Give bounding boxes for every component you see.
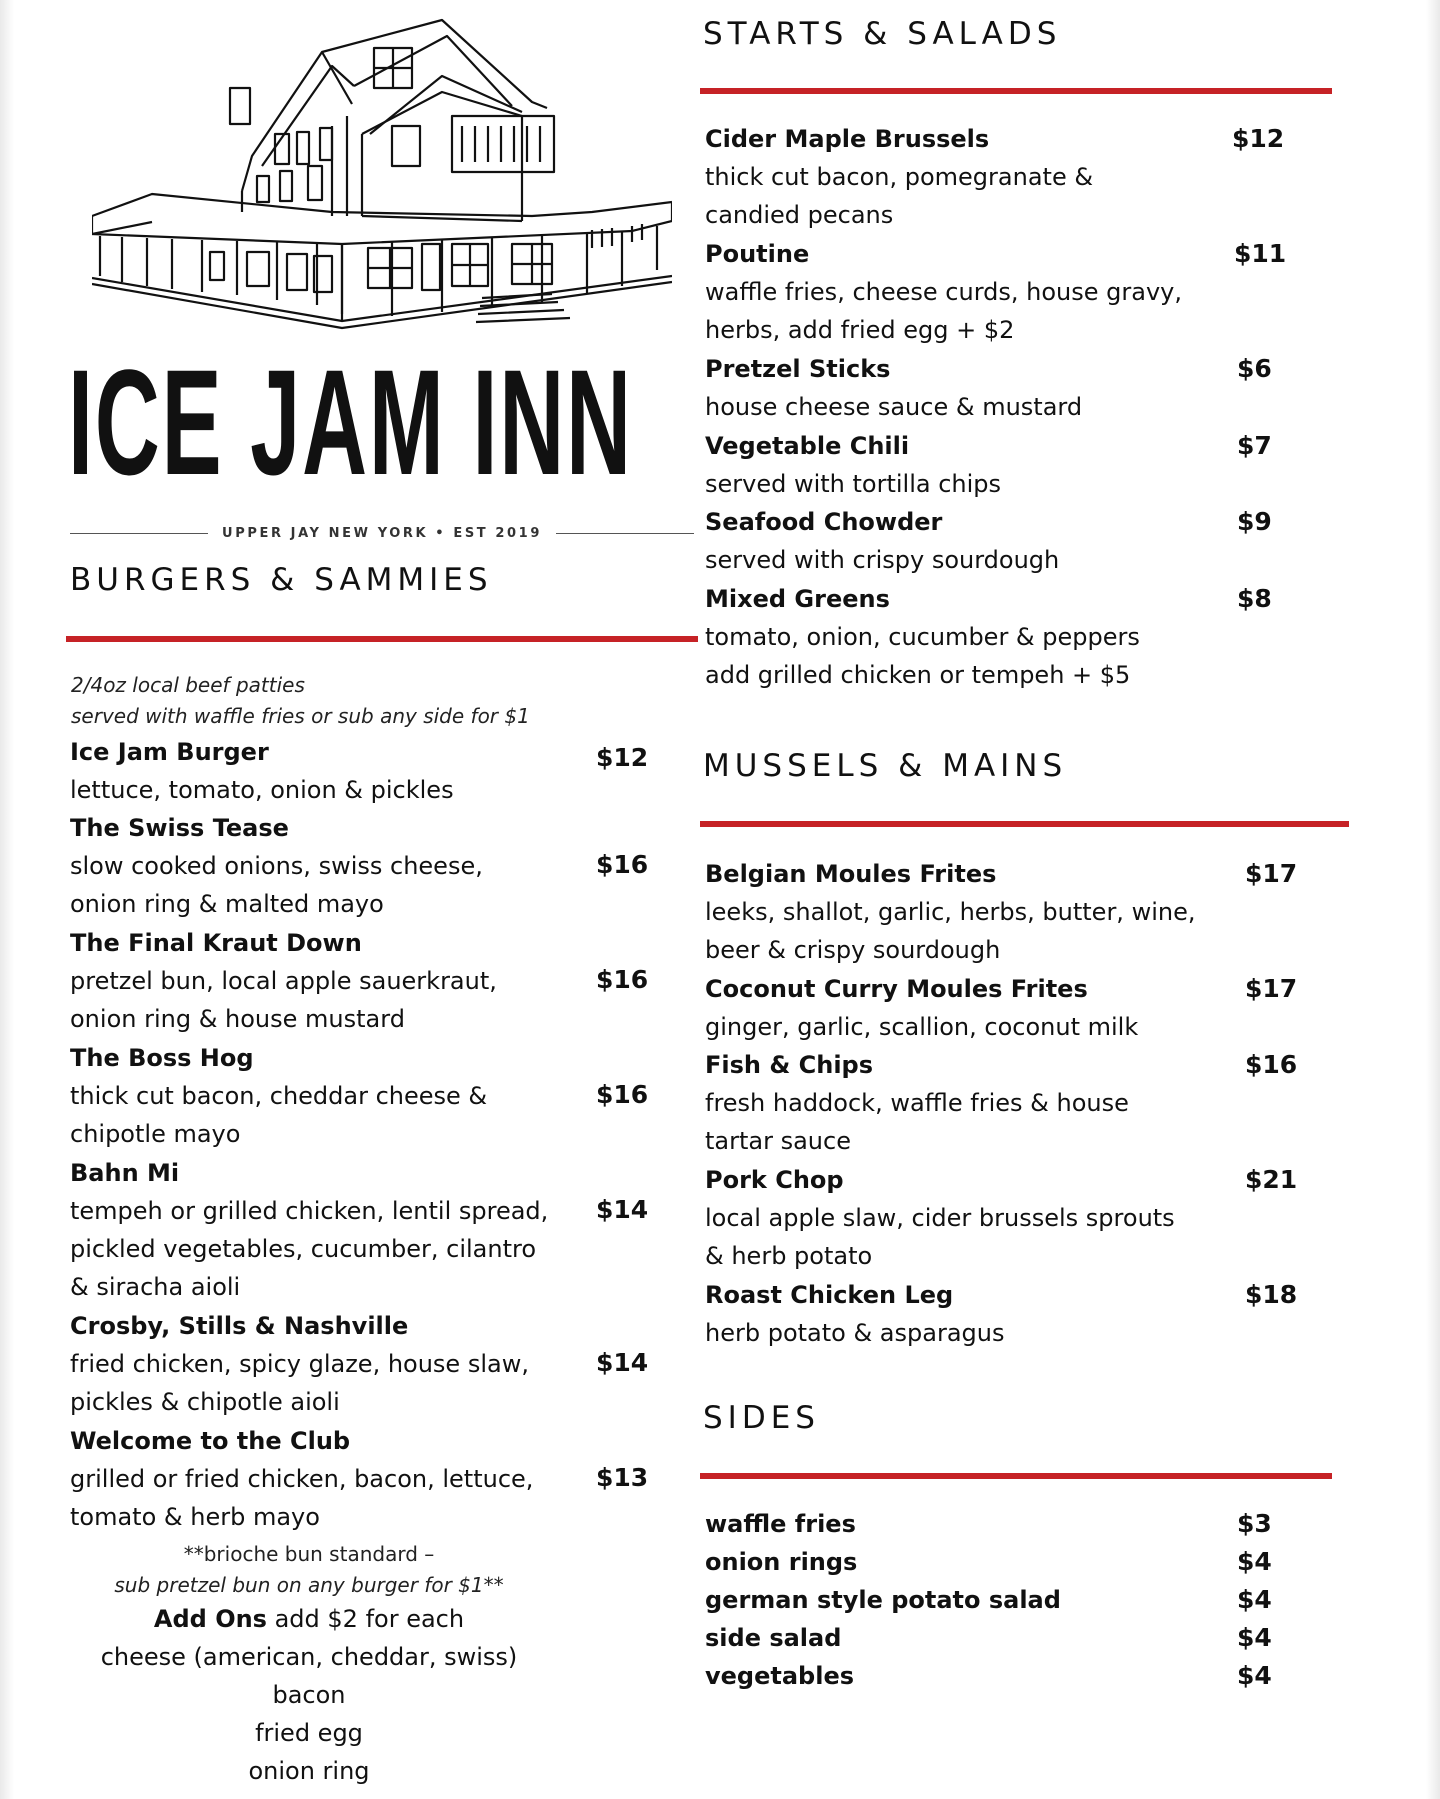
item-name: Fish & Chips [705, 1051, 874, 1079]
addons-heading [70, 1600, 548, 1638]
item-price: $16 [596, 1080, 649, 1109]
item-name: Welcome to the Club [70, 1427, 351, 1455]
side-item-name: onion rings [705, 1548, 858, 1576]
item-name: Belgian Moules Frites [705, 860, 997, 888]
menu-item [705, 350, 1305, 426]
menu-item [70, 924, 670, 1038]
item-price: $7 [1237, 431, 1272, 460]
section-title-burgers: BURGERS & SAMMIES [70, 562, 493, 598]
item-desc: add grilled chicken or tempeh + $5 [705, 661, 1131, 689]
inn-house-illustration [92, 16, 672, 334]
item-desc: waffle fries, cheese curds, house gravy, [705, 278, 1182, 306]
item-price: $21 [1245, 1165, 1298, 1194]
item-name: Pork Chop [705, 1166, 844, 1194]
item-desc: beer & crispy sourdough [705, 936, 1001, 964]
menu-item [705, 1046, 1305, 1160]
item-desc: & siracha aioli [70, 1273, 241, 1301]
section-title-starts: STARTS & SALADS [703, 16, 1062, 52]
item-name: Cider Maple Brussels [705, 125, 990, 153]
item-desc: thick cut bacon, cheddar cheese & [70, 1082, 488, 1110]
item-name: Coconut Curry Moules Frites [705, 975, 1088, 1003]
item-desc: pretzel bun, local apple sauerkraut, [70, 967, 497, 995]
item-price: $12 [596, 743, 649, 772]
item-desc: candied pecans [705, 201, 894, 229]
item-desc: served with tortilla chips [705, 470, 1002, 498]
menu-item [70, 809, 670, 923]
item-price: $8 [1237, 584, 1272, 613]
bun-note-line-1: **brioche bun standard – [183, 1542, 435, 1566]
item-desc: & herb potato [705, 1242, 873, 1270]
item-price: $14 [596, 1195, 649, 1224]
item-desc: tartar sauce [705, 1127, 851, 1155]
item-desc: tempeh or grilled chicken, lentil spread, [70, 1197, 549, 1225]
side-item-price: $4 [1237, 1547, 1272, 1576]
side-item-price: $4 [1237, 1623, 1272, 1652]
menu-item [705, 1161, 1305, 1275]
item-desc: onion ring & malted mayo [70, 890, 384, 918]
item-desc: pickles & chipotle aioli [70, 1388, 340, 1416]
menu-item [70, 1039, 670, 1153]
item-price: $16 [596, 965, 649, 994]
item-price: $17 [1245, 859, 1298, 888]
item-price: $16 [596, 850, 649, 879]
item-price: $17 [1245, 974, 1298, 1003]
menu-item [705, 427, 1305, 503]
menu-item [705, 1276, 1305, 1352]
item-price: $14 [596, 1348, 649, 1377]
item-desc: fried chicken, spicy glaze, house slaw, [70, 1350, 529, 1378]
item-price: $6 [1237, 354, 1272, 383]
bun-note-line-2: sub pretzel bun on any burger for $1** [114, 1573, 504, 1597]
addons-suffix: add $2 for each [266, 1605, 465, 1633]
menu-item [70, 1422, 670, 1536]
item-desc: slow cooked onions, swiss cheese, [70, 852, 483, 880]
item-name: Pretzel Sticks [705, 355, 891, 383]
section-title-mains: MUSSELS & MAINS [703, 748, 1068, 784]
item-name: Bahn Mi [70, 1159, 180, 1187]
item-name: Poutine [705, 240, 810, 268]
item-desc: pickled vegetables, cucumber, cilantro [70, 1235, 537, 1263]
burgers-intro-line-1: 2/4oz local beef patties [71, 673, 305, 697]
tagline-rule-right [556, 533, 694, 534]
item-desc: lettuce, tomato, onion & pickles [70, 776, 454, 804]
side-item-price: $3 [1237, 1509, 1272, 1538]
side-item-name: vegetables [705, 1662, 855, 1690]
item-name: Seafood Chowder [705, 508, 943, 536]
item-desc: herbs, add fried egg + $2 [705, 316, 1015, 344]
menu-item [70, 1307, 670, 1421]
menu-item [705, 970, 1305, 1046]
item-desc: chipotle mayo [70, 1120, 241, 1148]
addon-item: fried egg [255, 1719, 363, 1747]
side-item-name: german style potato salad [705, 1586, 1061, 1614]
item-desc: ginger, garlic, scallion, coconut milk [705, 1013, 1139, 1041]
side-item-price: $4 [1237, 1585, 1272, 1614]
item-desc: tomato, onion, cucumber & peppers [705, 623, 1140, 651]
side-item-name: waffle fries [705, 1510, 856, 1538]
item-desc: fresh haddock, waffle fries & house [705, 1089, 1129, 1117]
item-name: Vegetable Chili [705, 432, 910, 460]
brand-logo: ICE JAM INN [68, 338, 633, 506]
item-price: $11 [1234, 239, 1287, 268]
side-item-price: $4 [1237, 1661, 1272, 1690]
item-desc: herb potato & asparagus [705, 1319, 1005, 1347]
item-price: $18 [1245, 1280, 1298, 1309]
tagline-text: UPPER JAY NEW YORK • EST 2019 [222, 525, 542, 541]
menu-item [705, 580, 1305, 694]
menu-item [70, 733, 670, 809]
mains-red-rule [700, 821, 1349, 827]
burgers-intro-line-2: served with waffle fries or sub any side for $1 [71, 704, 530, 728]
addon-item: bacon [272, 1681, 346, 1709]
tagline-rule-left [70, 533, 208, 534]
menu-item [705, 503, 1305, 579]
brand-tagline [70, 523, 694, 543]
page-edge-right [1426, 0, 1440, 1799]
menu-item [705, 120, 1305, 234]
item-name: The Swiss Tease [70, 814, 289, 842]
item-price: $13 [596, 1463, 649, 1492]
menu-item [705, 235, 1305, 349]
item-price: $9 [1237, 507, 1272, 536]
item-desc: thick cut bacon, pomegranate & [705, 163, 1094, 191]
menu-item [70, 1154, 670, 1306]
section-title-sides: SIDES [703, 1400, 820, 1436]
addon-item: cheese (american, cheddar, swiss) [100, 1643, 518, 1671]
item-desc: local apple slaw, cider brussels sprouts [705, 1204, 1175, 1232]
item-price: $12 [1232, 124, 1285, 153]
page-edge-left [0, 0, 14, 1799]
item-name: Mixed Greens [705, 585, 890, 613]
side-item-name: side salad [705, 1624, 842, 1652]
item-desc: leeks, shallot, garlic, herbs, butter, wine, [705, 898, 1196, 926]
item-name: The Boss Hog [70, 1044, 254, 1072]
addons-label: Add Ons [153, 1605, 267, 1633]
starts-red-rule [700, 88, 1332, 94]
item-name: Ice Jam Burger [70, 738, 269, 766]
item-desc: grilled or fried chicken, bacon, lettuce, [70, 1465, 534, 1493]
item-name: The Final Kraut Down [70, 929, 362, 957]
item-name: Roast Chicken Leg [705, 1281, 954, 1309]
item-desc: tomato & herb mayo [70, 1503, 320, 1531]
item-price: $16 [1245, 1050, 1298, 1079]
item-name: Crosby, Stills & Nashville [70, 1312, 409, 1340]
item-desc: served with crispy sourdough [705, 546, 1060, 574]
sides-red-rule [700, 1473, 1332, 1479]
item-desc: onion ring & house mustard [70, 1005, 405, 1033]
addon-item: onion ring [248, 1757, 370, 1785]
menu-item [705, 855, 1305, 969]
item-desc: house cheese sauce & mustard [705, 393, 1083, 421]
burgers-red-rule [66, 636, 698, 642]
